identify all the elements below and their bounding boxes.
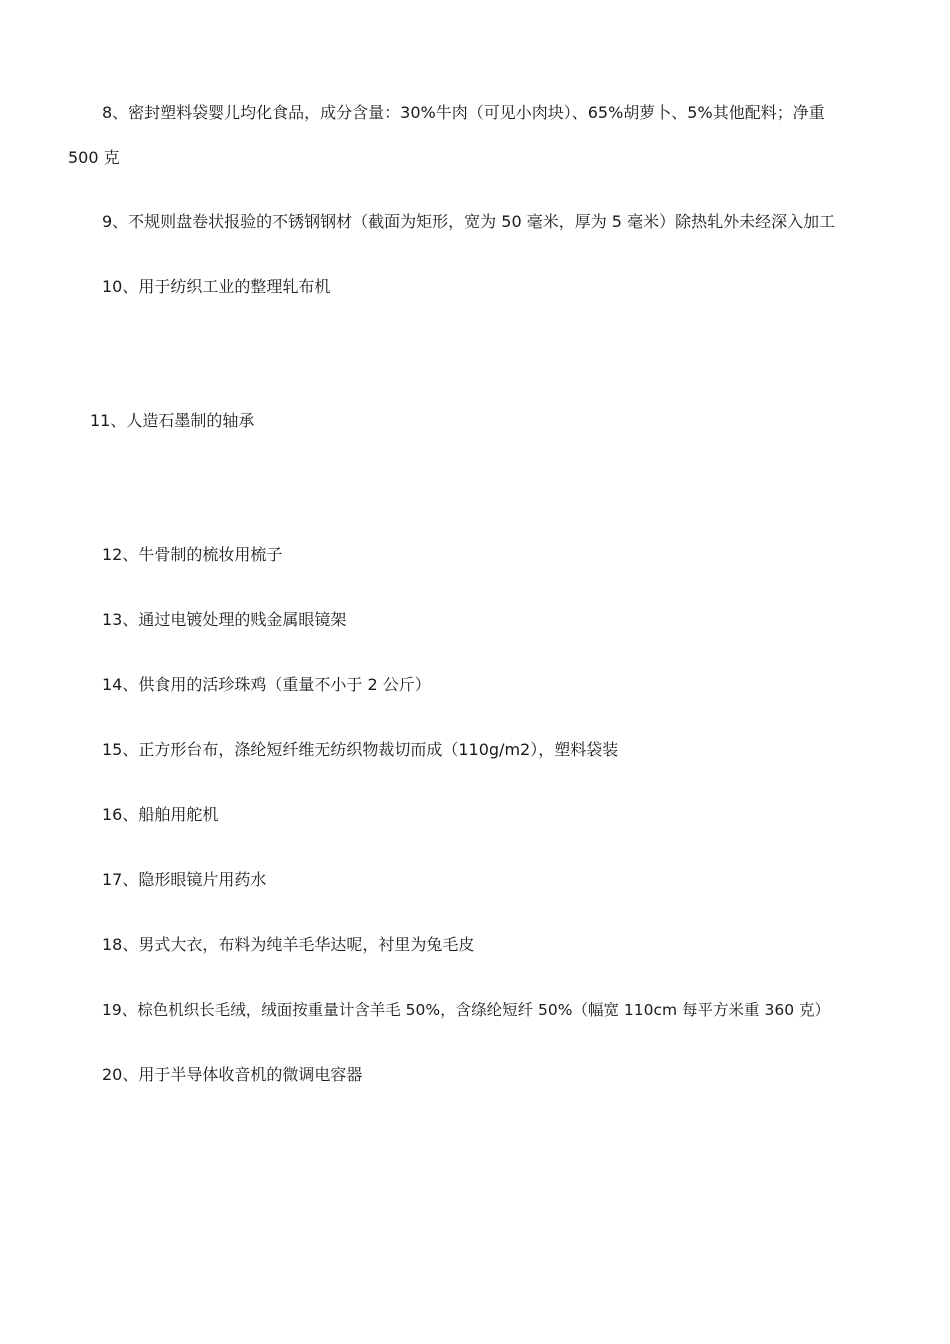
item-14: 14、供食用的活珍珠鸡（重量不小于 2 公斤） xyxy=(102,675,431,694)
item-8-line-2: 500 克 xyxy=(68,148,120,167)
item-13: 13、通过电镀处理的贱金属眼镜架 xyxy=(102,610,347,629)
item-20: 20、用于半导体收音机的微调电容器 xyxy=(102,1065,363,1084)
item-9: 9、不规则盘卷状报验的不锈钢钢材（截面为矩形，宽为 50 毫米，厚为 5 毫米）除热轧外未经深入加工 xyxy=(102,212,836,231)
item-8-line-1: 8、密封塑料袋婴儿均化食品，成分含量：30%牛肉（可见小肉块）、65%胡萝卜、5%其他配料；净重 xyxy=(102,103,825,122)
item-17: 17、隐形眼镜片用药水 xyxy=(102,870,267,889)
item-12: 12、牛骨制的梳妆用梳子 xyxy=(102,545,283,564)
item-11: 11、人造石墨制的轴承 xyxy=(90,411,255,430)
item-16: 16、船舶用舵机 xyxy=(102,805,219,824)
item-15: 15、正方形台布，涤纶短纤维无纺织物裁切而成（110g/m2），塑料袋装 xyxy=(102,740,619,759)
item-19: 19、棕色机织长毛绒，绒面按重量计含羊毛 50%，含绦纶短纤 50%（幅宽 110cm 每平方米重 360 克） xyxy=(102,1001,830,1019)
item-10: 10、用于纺织工业的整理轧布机 xyxy=(102,277,331,296)
item-18: 18、男式大衣，布料为纯羊毛华达呢，衬里为兔毛皮 xyxy=(102,935,475,954)
